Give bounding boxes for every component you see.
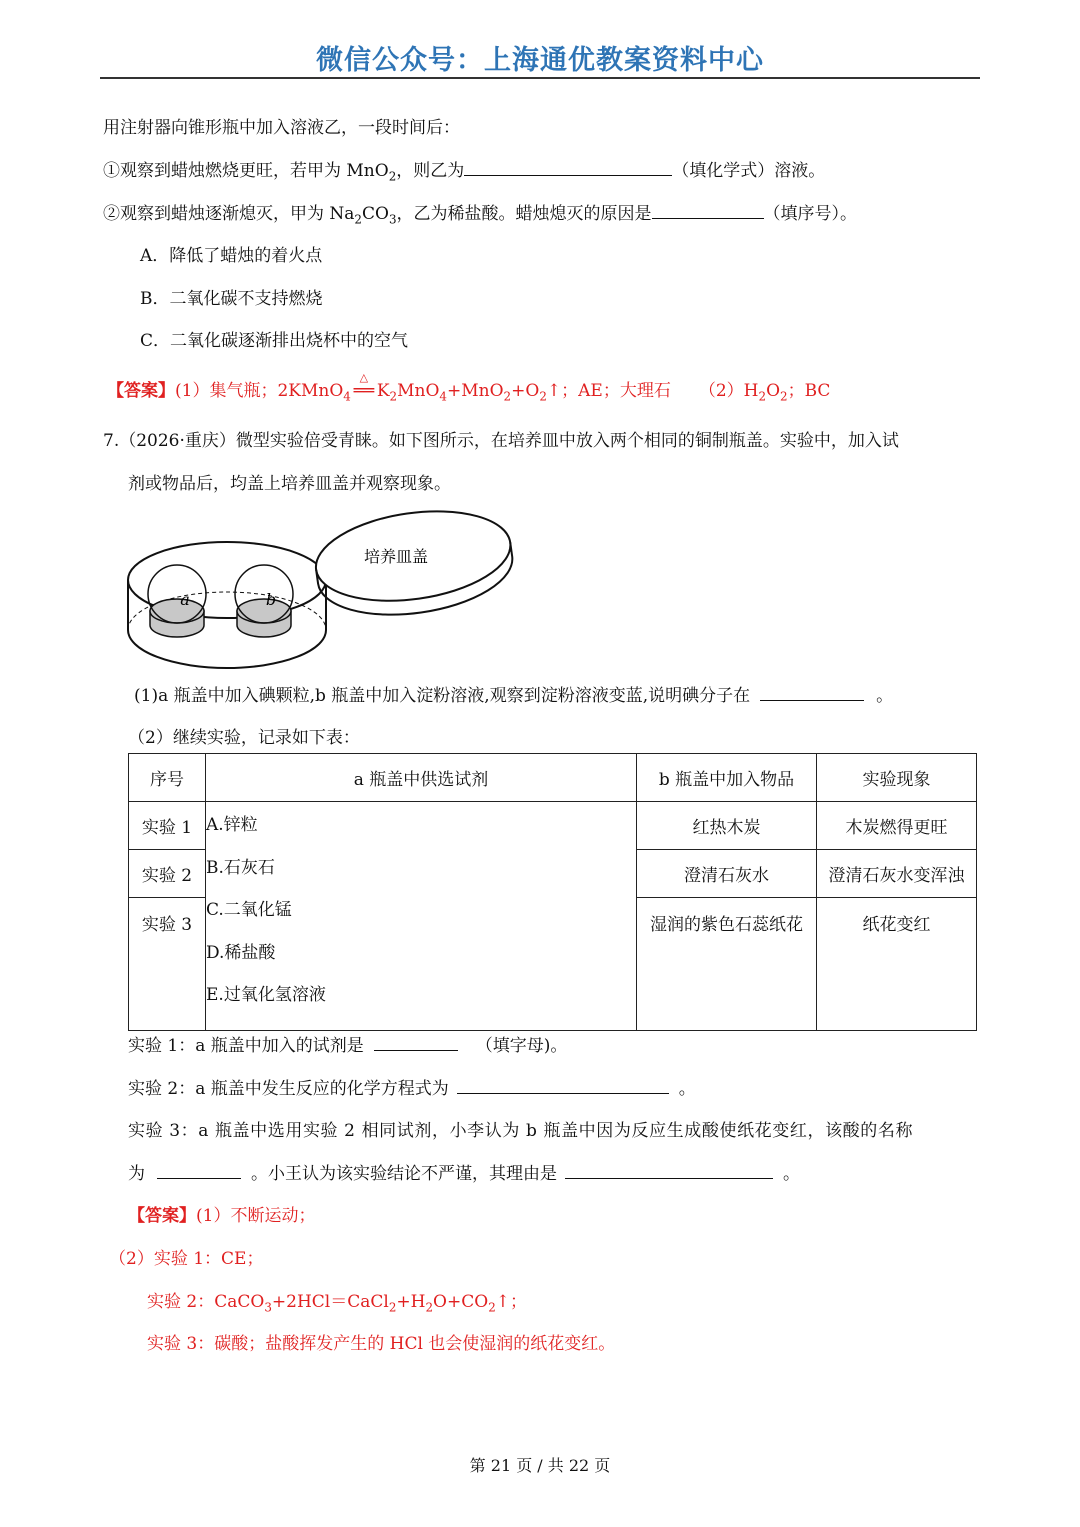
q7-line-1: 7.（2026·重庆）微型实验倍受青睐。如下图所示，在培养皿中放入两个相同的铜制瓶盖。实验中，加入试: [103, 431, 899, 451]
page-number: 第 21 页 / 共 22 页: [469, 1456, 611, 1475]
option-b: B．二氧化碳不支持燃烧: [140, 289, 323, 309]
prev-answer: 【答案】(1）集气瓶；2KMnO$_4$ △ ══ $K_2MnO_4+MnO_2+O_2↑$；AE；大理石 $(2)H_2O_2$；BC: [107, 371, 831, 404]
reagent-item: A.锌粒: [206, 815, 258, 835]
header-cell: 实验现象: [817, 754, 977, 802]
row-phenomenon: 纸花变红: [817, 898, 977, 1031]
header-divider: [100, 77, 980, 79]
q7-part-1: (1)a 瓶盖中加入碘颗粒,b 瓶盖中加入淀粉溶液,观察到淀粉溶液变蓝,说明碘分子在 。: [134, 681, 893, 706]
row-b-item: 红热木炭: [637, 802, 817, 850]
answer-blank[interactable]: [565, 1159, 773, 1179]
reagent-list: [206, 802, 637, 1031]
q7-answer-2: （2）实验 1：CE；: [109, 1249, 264, 1269]
answer-blank[interactable]: [157, 1159, 241, 1179]
exp-3-question-line-1: 实验 3：a 瓶盖中选用实验 2 相同试剂，小李认为 b 瓶盖中因为反应生成酸使纸花变红，该酸的名称: [128, 1121, 914, 1141]
row-b-item: 澄清石灰水: [637, 850, 817, 898]
page-header-title: 微信公众号：上海通优教案资料中心: [316, 45, 764, 76]
prev-intro: 用注射器向锥形瓶中加入溶液乙，一段时间后：: [103, 118, 460, 138]
row-no: 实验 3: [129, 898, 206, 1031]
option-a: A．降低了蜡烛的着火点: [140, 246, 323, 266]
reagent-item: C.二氧化锰: [206, 900, 292, 920]
answer-blank[interactable]: [374, 1031, 458, 1051]
answer-blank[interactable]: [760, 681, 864, 701]
header-cell: b 瓶盖中加入物品: [637, 754, 817, 802]
row-phenomenon: 木炭燃得更旺: [817, 802, 977, 850]
q7-part-2-intro: （2）继续实验，记录如下表：: [128, 728, 360, 748]
q7-line-2: 剂或物品后，均盖上培养皿盖并观察现象。: [128, 474, 451, 494]
experiment-table: [128, 753, 977, 1031]
answer-blank[interactable]: [457, 1074, 669, 1094]
header-cell: a 瓶盖中供选试剂: [206, 754, 637, 802]
q7-answer-4: 实验 3：碳酸；盐酸挥发产生的 HCl 也会使湿润的纸花变红。: [147, 1334, 616, 1354]
header-cell: 序号: [129, 754, 206, 802]
exp-1-question: 实验 1：a 瓶盖中加入的试剂是 （填字母)。: [128, 1031, 567, 1056]
answer-blank[interactable]: [652, 199, 764, 219]
cap-b-label: b: [265, 590, 277, 609]
exp-3-question-line-2: 为 。小王认为该实验结论不严谨，其理由是 。: [128, 1159, 800, 1184]
reagent-item: B.石灰石: [206, 857, 275, 878]
row-b-item: 湿润的紫色石蕊纸花: [637, 898, 817, 1031]
q7-answer-1: 【答案】(1）不断运动；: [128, 1206, 316, 1226]
exp-2-question: 实验 2：a 瓶盖中发生反应的化学方程式为 。: [128, 1074, 696, 1099]
q7-answer-3: 实验 2：$CaCO_3+2HCl=CaCl_2+H_2O+CO_2↑$；: [147, 1292, 528, 1315]
answer-blank[interactable]: [464, 156, 672, 176]
table-row: [129, 802, 977, 850]
row-phenomenon: 澄清石灰水变浑浊: [817, 850, 977, 898]
petri-dish-figure: [120, 498, 520, 670]
table-header-row: [129, 754, 977, 802]
row-no: 实验 1: [129, 802, 206, 850]
reagent-item: E.过氧化氢溶液: [206, 985, 326, 1005]
row-no: 实验 2: [129, 850, 206, 898]
lid-label: 培养皿盖: [363, 547, 429, 566]
cap-a-label: a: [180, 590, 190, 609]
prev-item-1: ①观察到蜡烛燃烧更旺，若甲为 MnO$_2$，则乙为 （填化学式）溶液。: [103, 156, 825, 183]
reagent-item: D.稀盐酸: [206, 942, 276, 963]
prev-item-2: ②观察到蜡烛逐渐熄灭，甲为 $Na_2CO_3$，乙为稀盐酸。蜡烛熄灭的原因是 （填序号）。: [103, 199, 857, 226]
option-c: C．二氧化碳逐渐排出烧杯中的空气: [140, 331, 409, 351]
